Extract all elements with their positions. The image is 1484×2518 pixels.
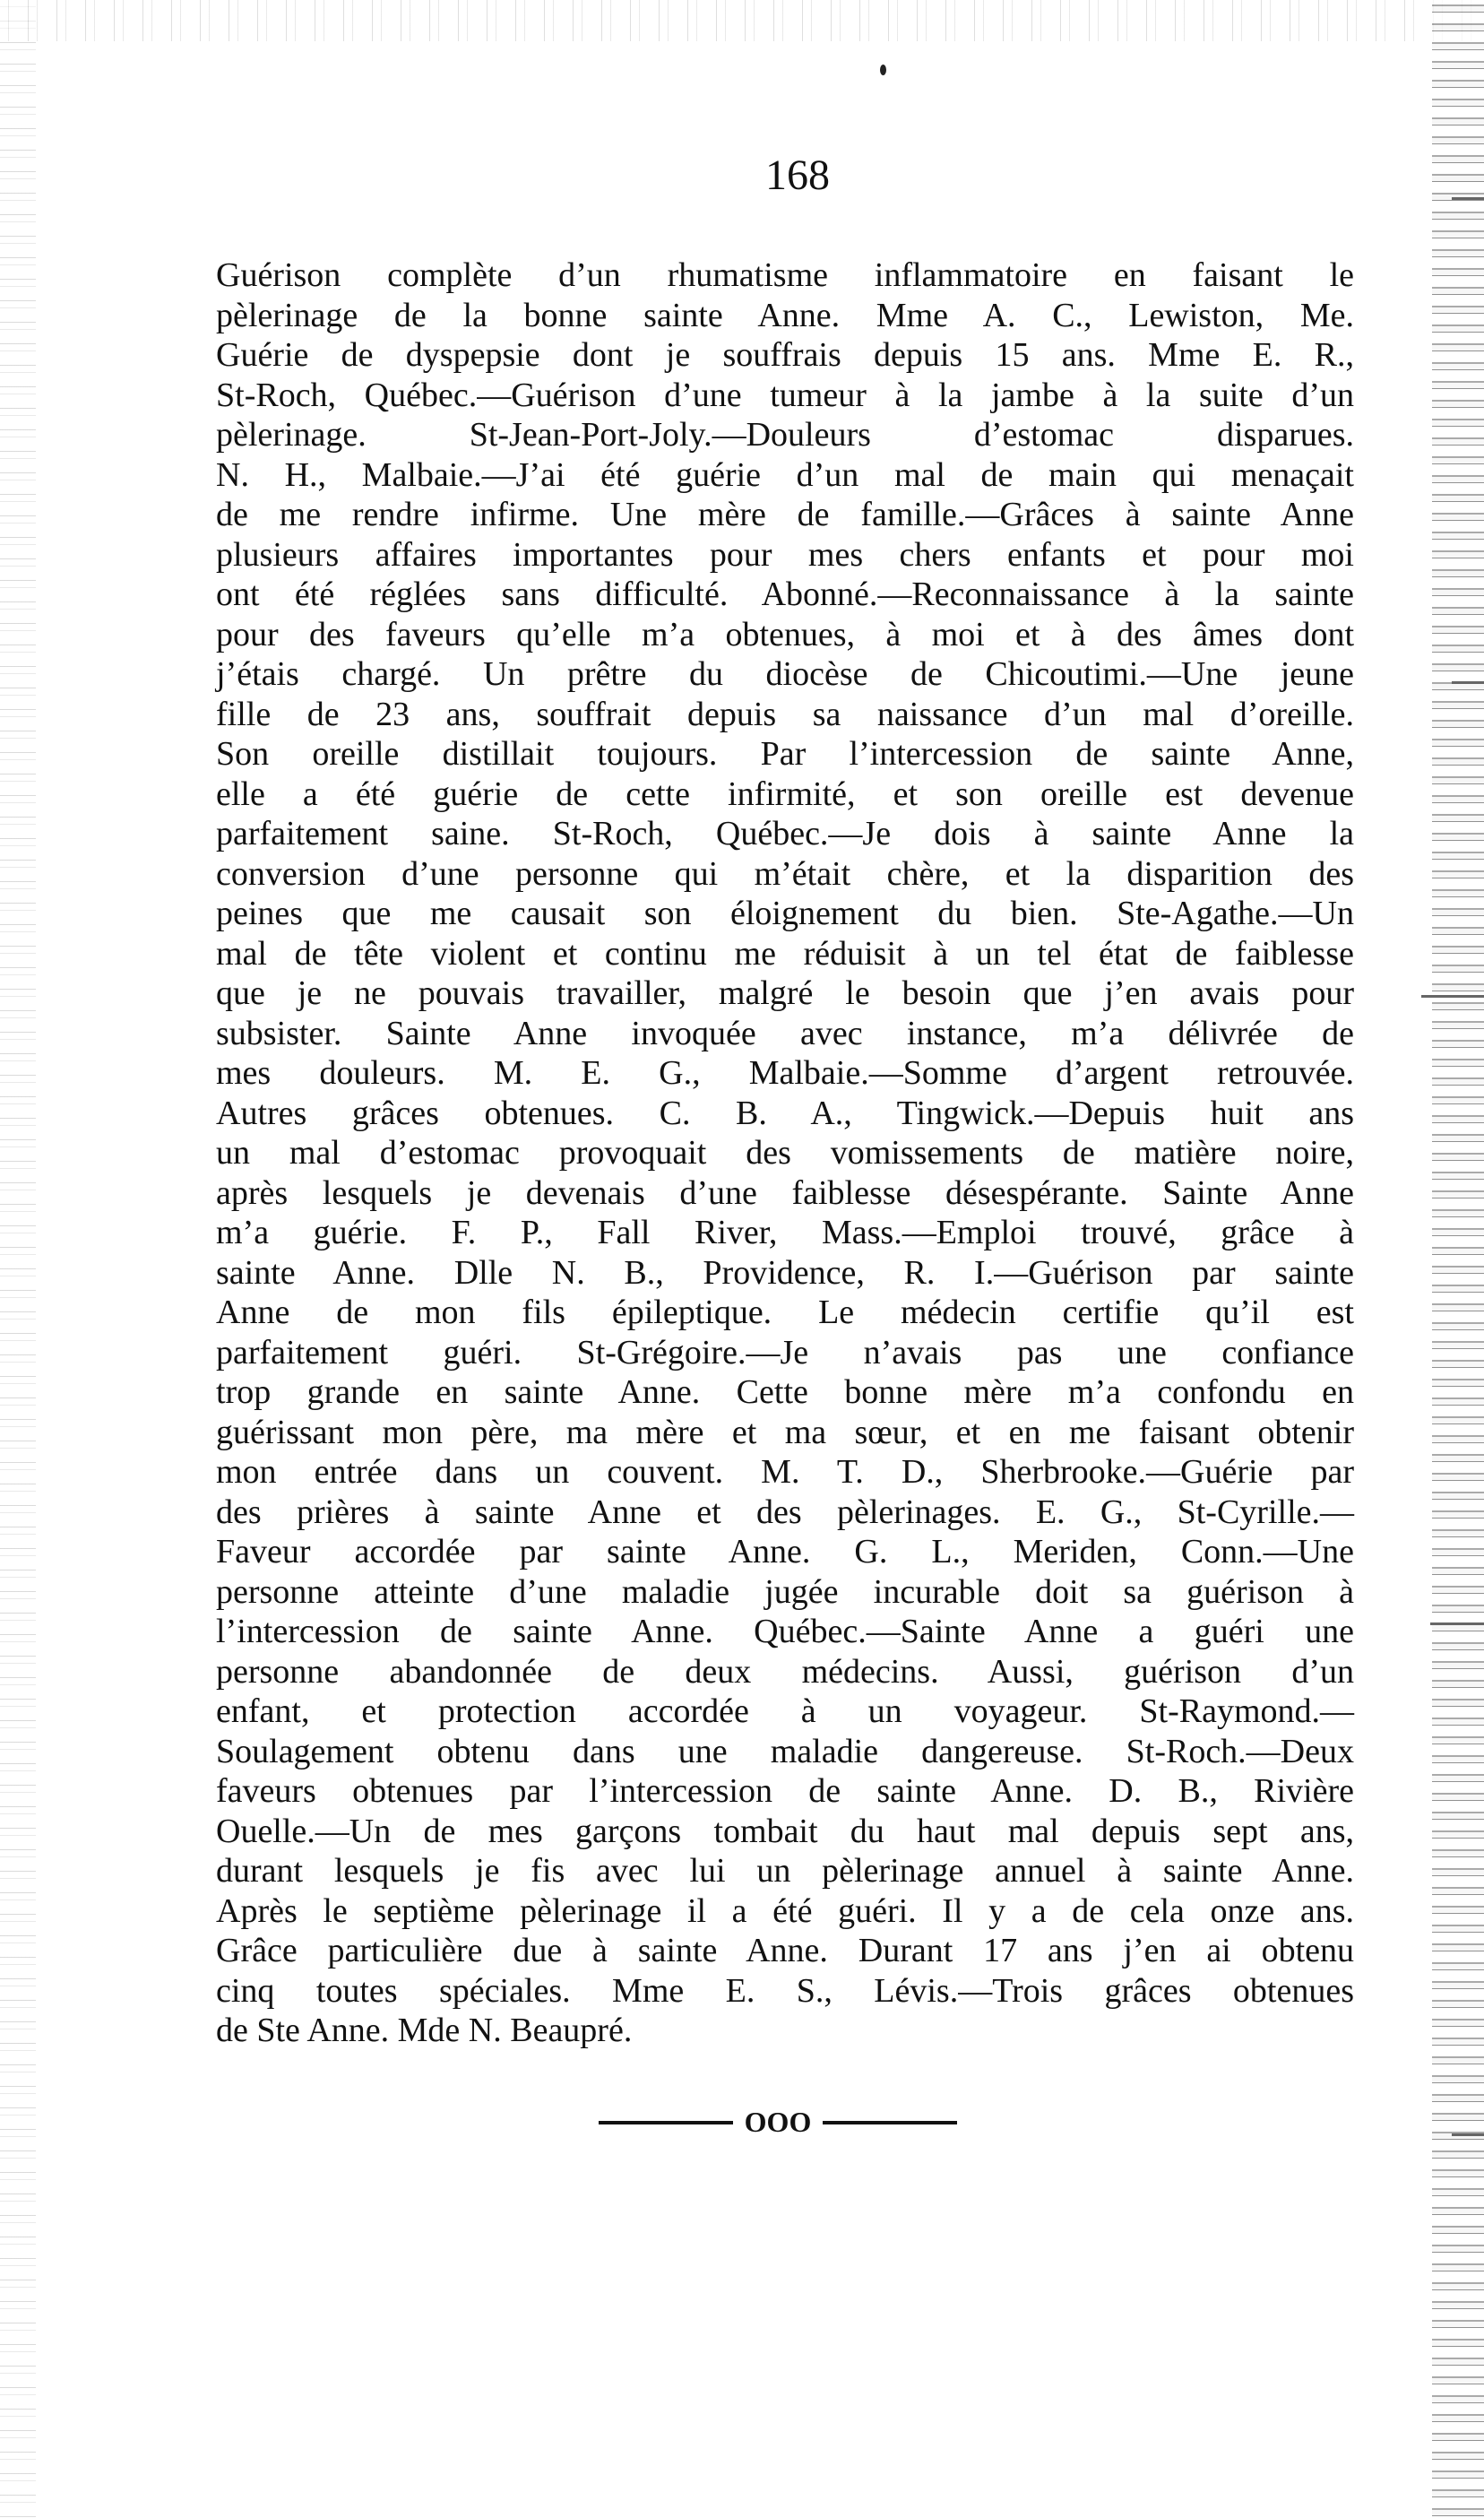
section-end-rule: [599, 2107, 957, 2137]
scan-speck: [880, 65, 886, 75]
text-line: sainte Anne. Dlle N. B., Providence, R. I.—Guérison par sainte: [216, 1253, 1354, 1292]
text-line: cinq toutes spéciales. Mme E. S., Lévis.—Trois grâces obtenues: [216, 1971, 1354, 2010]
text-line: j’étais chargé. Un prêtre du diocèse de Chicoutimi.—Une jeune: [216, 655, 1354, 693]
text-line: Anne de mon fils épileptique. Le médecin certifie qu’il est: [216, 1294, 1354, 1331]
text-line: après lesquels je devenais d’une faiblesse désespérante. Sainte Anne: [216, 1173, 1354, 1212]
text-line: personne atteinte d’une maladie jugée incurable doit sa guérison à: [216, 1572, 1354, 1611]
text-line: de me rendre infirme. Une mère de famille.—Grâces à sainte Anne: [216, 496, 1354, 533]
text-line: pèlerinage. St-Jean-Port-Joly.—Douleurs d’estomac disparues.: [216, 416, 1354, 454]
text-line: conversion d’une personne qui m’était chère, et la disparition des: [216, 854, 1354, 893]
rule-ornament: OOO: [744, 2106, 812, 2138]
text-line: un mal d’estomac provoquait des vomissements de matière noire,: [216, 1134, 1354, 1172]
text-line: peines que me causait son éloignement du bien. Ste-Agathe.—Un: [216, 895, 1354, 932]
text-line: durant lesquels je fis avec lui un pèlerinage annuel à sainte Anne.: [216, 1852, 1354, 1890]
text-line: ont été réglées sans difficulté. Abonné.—Reconnaissance à la sainte: [216, 575, 1354, 613]
scan-noise-top-margin: [0, 0, 1484, 41]
text-line: parfaitement guéri. St-Grégoire.—Je n’avais pas une confiance: [216, 1333, 1354, 1371]
text-line: faveurs obtenues par l’intercession de sainte Anne. D. B., Rivière: [216, 1772, 1354, 1810]
text-line: que je ne pouvais travailler, malgré le besoin que j’en avais pour: [216, 974, 1354, 1012]
text-line: fille de 23 ans, souffrait depuis sa naissance d’un mal d’oreille.: [216, 695, 1354, 733]
rule-bar-right: [823, 2121, 957, 2124]
text-line: l’intercession de sainte Anne. Québec.—Sainte Anne a guéri une: [216, 1613, 1354, 1650]
scan-edge-mark: [1430, 1622, 1484, 1625]
scan-dark-right-edge: [1432, 0, 1484, 2518]
text-line: Son oreille distillait toujours. Par l’intercession de sainte Anne,: [216, 735, 1354, 773]
text-line: Autres grâces obtenues. C. B. A., Tingwick.—Depuis huit ans: [216, 1094, 1354, 1132]
text-line: Guérie de dyspepsie dont je souffrais depuis 15 ans. Mme E. R.,: [216, 336, 1354, 374]
text-line: mes douleurs. M. E. G., Malbaie.—Somme d’argent retrouvée.: [216, 1054, 1354, 1092]
text-line: Soulagement obtenu dans une maladie dangereuse. St-Roch.—Deux: [216, 1732, 1354, 1770]
scan-edge-mark: [1452, 2133, 1484, 2136]
text-line: guérissant mon père, ma mère et ma sœur, et en me faisant obtenir: [216, 1413, 1354, 1451]
text-line: des prières à sainte Anne et des pèlerinages. E. G., St-Cyrille.—: [216, 1493, 1354, 1531]
scan-edge-mark: [1421, 995, 1484, 998]
text-line: personne abandonnée de deux médecins. Aussi, guérison d’un: [216, 1652, 1354, 1691]
text-line: pèlerinage de la bonne sainte Anne. Mme A. C., Lewiston, Me.: [216, 296, 1354, 334]
text-line: de Ste Anne. Mde N. Beaupré.: [216, 2012, 633, 2049]
text-line: enfant, et protection accordée à un voyageur. St-Raymond.—: [216, 1692, 1354, 1730]
text-line: parfaitement saine. St-Roch, Québec.—Je dois à sainte Anne la: [216, 815, 1354, 852]
scan-noise-left-margin: [0, 0, 36, 2518]
text-line: m’a guérie. F. P., Fall River, Mass.—Emploi trouvé, grâce à: [216, 1214, 1354, 1251]
text-line: trop grande en sainte Anne. Cette bonne mère m’a confondu en: [216, 1373, 1354, 1411]
rule-bar-left: [599, 2121, 733, 2124]
text-line: mal de tête violent et continu me réduisit à un tel état de faiblesse: [216, 934, 1354, 973]
text-line: plusieurs affaires importantes pour mes chers enfants et pour moi: [216, 535, 1354, 574]
text-line: St-Roch, Québec.—Guérison d’une tumeur à la jambe à la suite d’un: [216, 376, 1354, 414]
text-line: Grâce particulière due à sainte Anne. Durant 17 ans j’en ai obtenu: [216, 1932, 1354, 1969]
text-line: Après le septième pèlerinage il a été guéri. Il y a de cela onze ans.: [216, 1891, 1354, 1930]
scan-edge-mark: [1452, 681, 1484, 684]
text-line: mon entrée dans un couvent. M. T. D., Sherbrooke.—Guérie par: [216, 1453, 1354, 1491]
text-line: elle a été guérie de cette infirmité, et son oreille est devenue: [216, 774, 1354, 813]
text-line: Guérison complète d’un rhumatisme inflammatoire en faisant le: [216, 256, 1354, 294]
text-line: Ouelle.—Un de mes garçons tombait du haut mal depuis sept ans,: [216, 1812, 1354, 1850]
body-text: [216, 255, 1354, 2051]
text-line: Faveur accordée par sainte Anne. G. L., Meriden, Conn.—Une: [216, 1533, 1354, 1571]
page-number: 168: [765, 151, 830, 199]
text-line: subsister. Sainte Anne invoquée avec instance, m’a délivrée de: [216, 1014, 1354, 1052]
text-line: N. H., Malbaie.—J’ai été guérie d’un mal de main qui menaçait: [216, 455, 1354, 494]
text-line: pour des faveurs qu’elle m’a obtenues, à moi et à des âmes dont: [216, 615, 1354, 653]
